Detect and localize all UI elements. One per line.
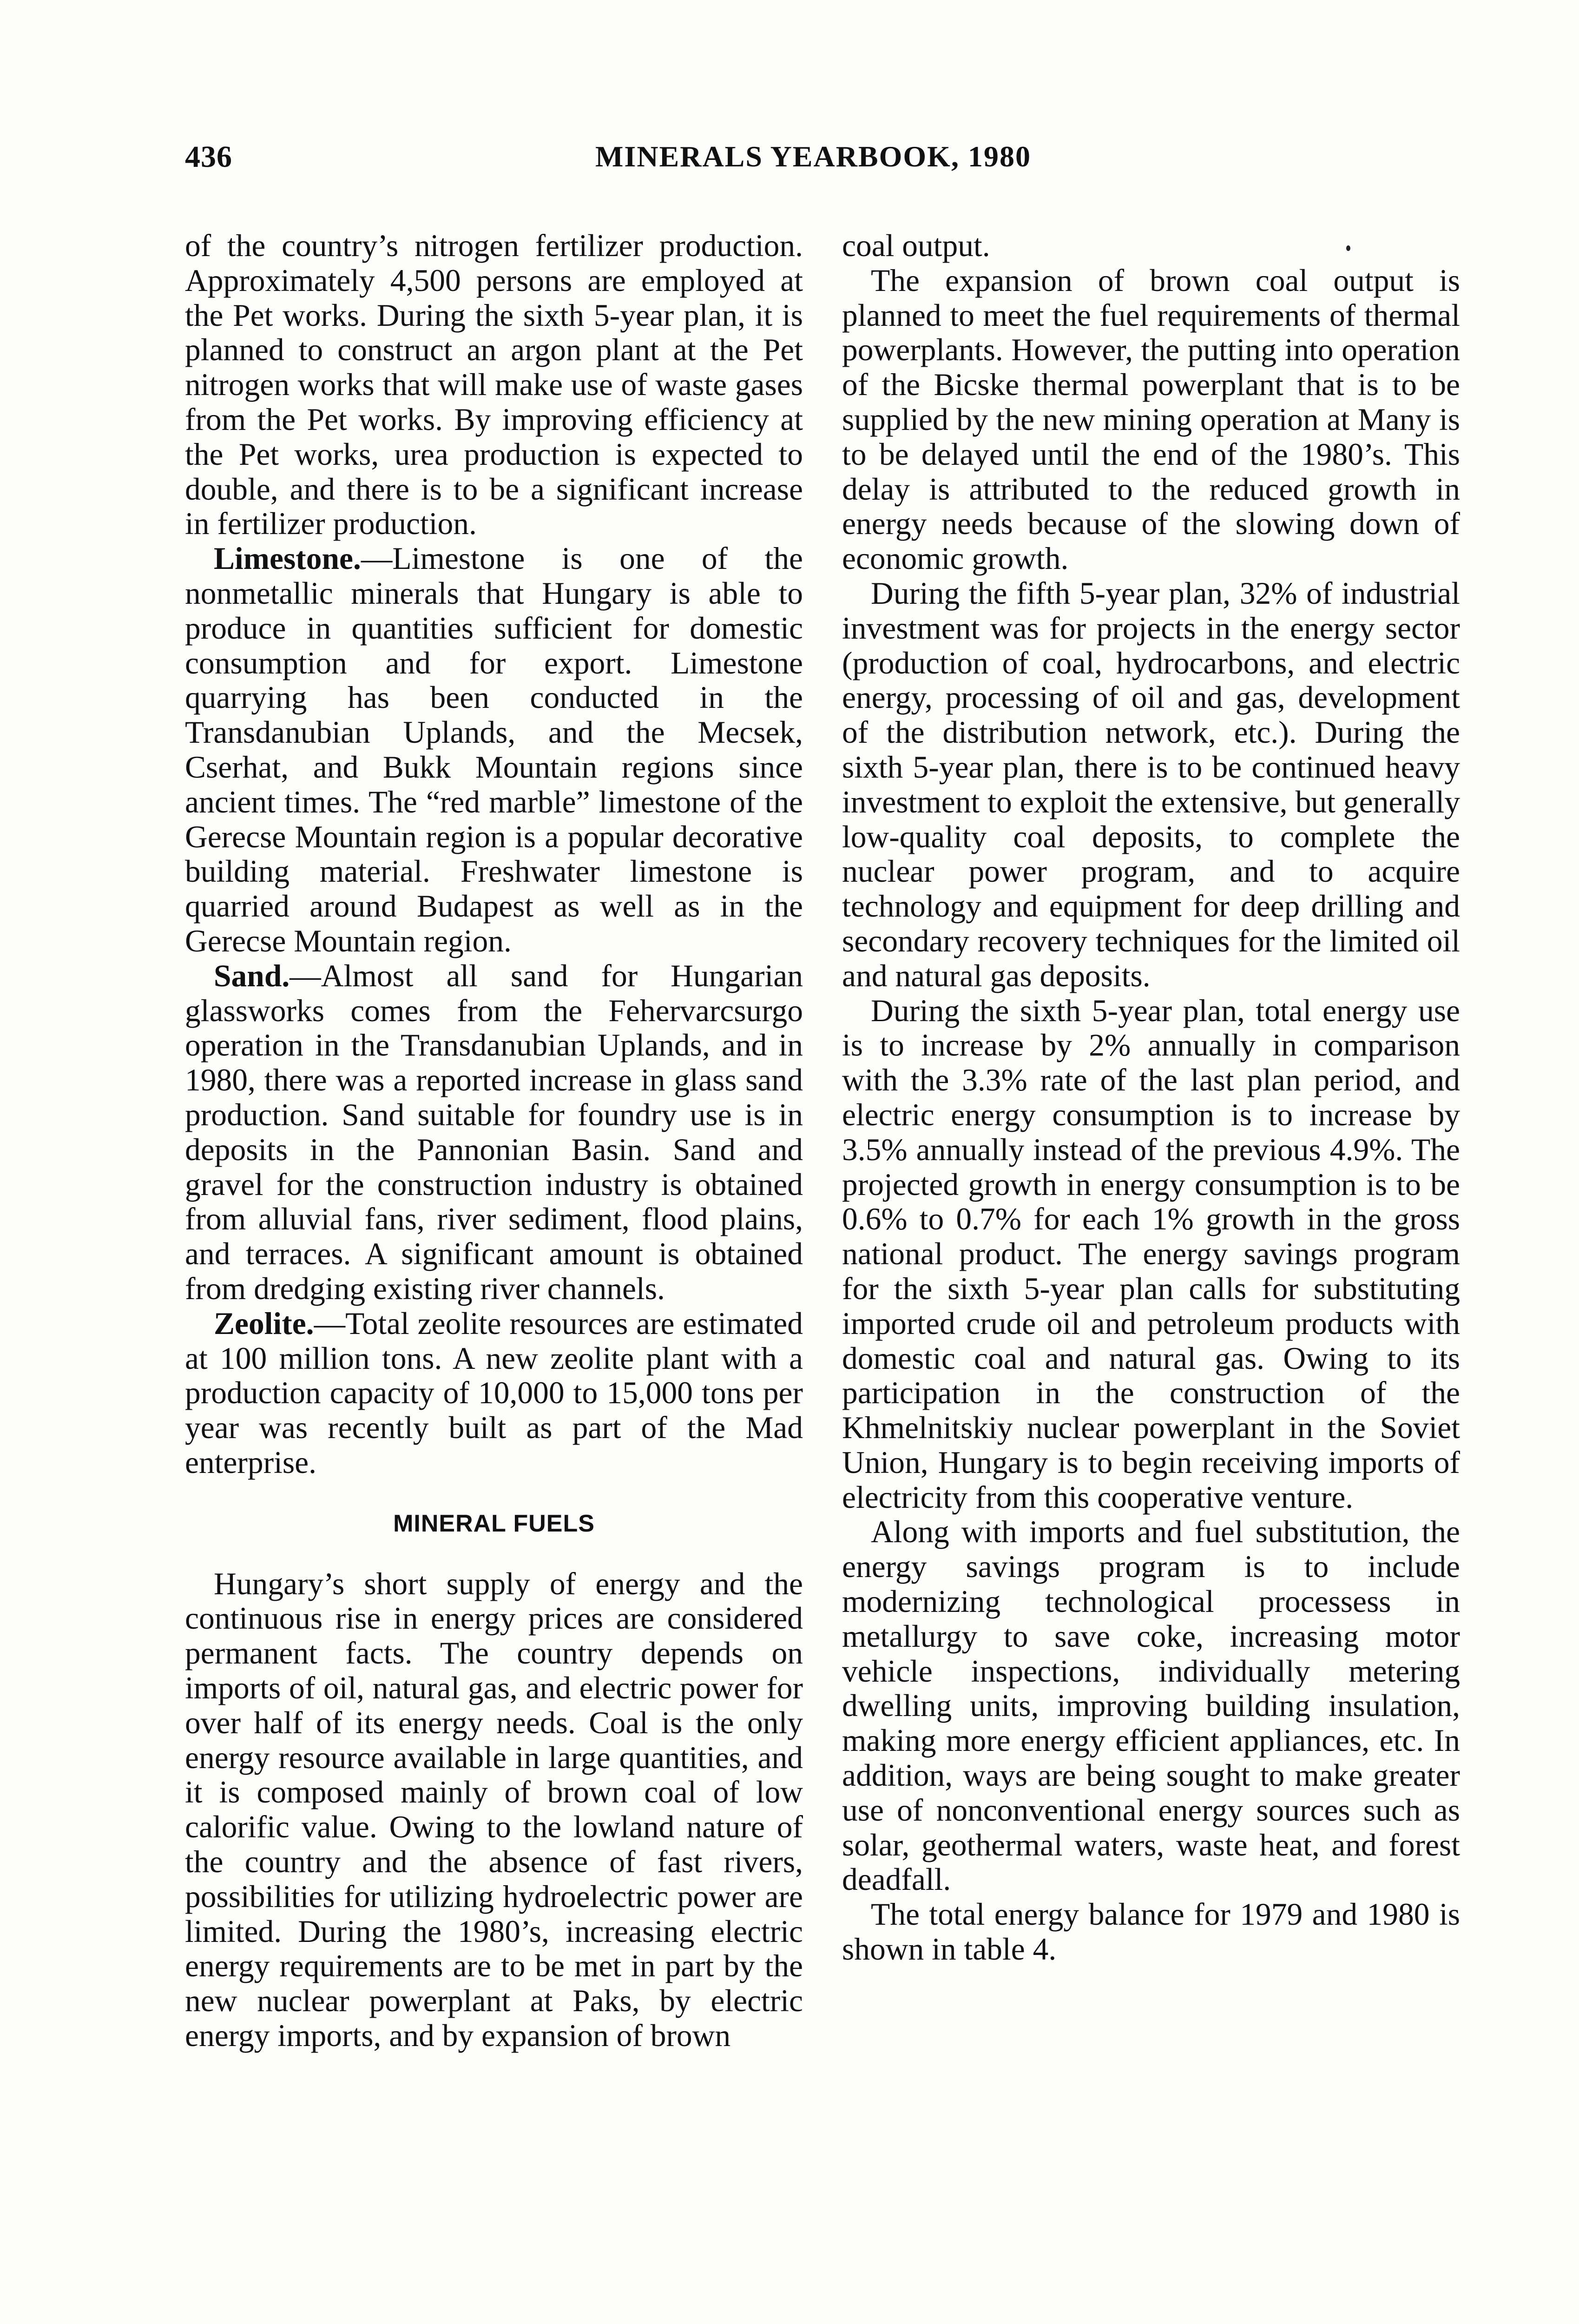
paragraph-coal-output: coal output. (842, 228, 990, 263)
left-column (185, 229, 803, 2053)
sand-text: —Almost all sand for Hungarian glassworks comes from the Fehervarcsurgo operation in the Transdanubian Uplands, and in 1980, there was a reported increase in glass sand production. Sand suitable for foundry use is in deposits in the Pannonian Basin. Sand and gravel for the construction industry is obtained from alluvial fans, river sediment, flood plains, and terraces. A significant amount is obtained from dredging existing river channels. (185, 958, 803, 1306)
paragraph-zeolite (185, 1307, 803, 1480)
limestone-heading: Limestone. (214, 541, 361, 576)
section-heading-mineral-fuels: MINERAL FUELS (393, 1510, 595, 1537)
print-speck (1346, 245, 1350, 251)
page-number: 436 (185, 140, 232, 174)
zeolite-heading: Zeolite. (214, 1306, 314, 1341)
paragraph-brown-coal: The expansion of brown coal output is planned to meet the fuel requirements of thermal powerplants. However, the putting into operation of the Bicske thermal powerplant that is to be supplied by the new mining operation at Many is to be delayed until the end of the 1980’s. This delay is attributed to the reduced growth in energy needs because of the slowing down of economic growth. (842, 263, 1460, 576)
right-column (842, 229, 1460, 1967)
running-title: MINERALS YEARBOOK, 1980 (595, 140, 1031, 173)
limestone-text: —Limestone is one of the nonmetallic minerals that Hungary is able to produce in quantities sufficient for domestic consumption and for export. Limestone quarrying has been conducted in the Transdanubian Uplands, and the Mecsek, Cserhat, and Bukk Mountain regions since ancient times. The “red marble” limestone of the Gerecse Mountain region is a popular decorative building material. Freshwater limestone is quarried around Budapest as well as in the Gerecse Mountain region. (185, 541, 803, 958)
paragraph-sixth-plan: During the sixth 5-year plan, total energy use is to increase by 2% annually in comparison with the 3.3% rate of the last plan period, and electric energy consumption is to increase by 3.5% annually instead of the previous 4.9%. The projected growth in energy consumption is to be 0.6% to 0.7% for each 1% growth in the gross national product. The energy savings program for the sixth 5-year plan calls for substituting imported crude oil and petroleum products with domestic coal and natural gas. Owing to its participation in the construction of the Khmelnitskiy nuclear powerplant in the Soviet Union, Hungary is to begin receiving imports of electricity from this cooperative venture. (842, 993, 1460, 1515)
zeolite-text: —Total zeolite resources are estimated at 100 million tons. A new zeolite plant with a production capacity of 10,000 to 15,000 tons per year was recently built as part of the Mad enterprise. (185, 1306, 803, 1480)
paragraph-sand (185, 959, 803, 1307)
paragraph-energy-supply: Hungary’s short supply of energy and the continuous rise in energy prices are considered permanent facts. The country depends on imports of oil, natural gas, and electric power for over half of its energy needs. Coal is the only energy resource available in large quantities, and it is composed mainly of brown coal of low calorific value. Owing to the lowland nature of the country and the absence of fast rivers, possibilities for utilizing hydroelectric power are limited. During the 1980’s, increasing electric energy requirements are to be met in part by the new nuclear powerplant at Paks, by electric energy imports, and by expansion of brown (185, 1566, 803, 2053)
paragraph-energy-savings: Along with imports and fuel substitution, the energy savings program is to include modernizing technological processess in metallurgy to save coke, increasing motor vehicle inspections, individually metering dwelling units, improving building insulation, making more energy efficient appliances, etc. In addition, ways are being sought to make greater use of nonconventional energy sources such as solar, geothermal waters, waste heat, and forest deadfall. (842, 1514, 1460, 1897)
paragraph-energy-balance: The total energy balance for 1979 and 1980 is shown in table 4. (842, 1897, 1460, 1967)
running-head (185, 139, 1472, 177)
paragraph-fifth-plan: During the fifth 5-year plan, 32% of industrial investment was for projects in the energy sector (production of coal, hydrocarbons, and electric energy, processing of oil and gas, development of the distribution network, etc.). During the sixth 5-year plan, there is to be continued heavy investment to exploit the extensive, but generally low-quality coal deposits, to complete the nuclear power program, and to acquire technology and equipment for deep drilling and secondary recovery techniques for the limited oil and natural gas deposits. (842, 575, 1460, 993)
paragraph-limestone (185, 541, 803, 959)
paragraph-fertilizer: of the country’s nitrogen fertilizer production. Approximately 4,500 persons are employed at the Pet works. During the sixth 5-year plan, it is planned to construct an argon plant at the Pet nitrogen works that will make use of waste gases from the Pet works. By improving efficiency at the Pet works, urea production is expected to double, and there is to be a significant increase in fertilizer production. (185, 228, 803, 541)
sand-heading: Sand. (214, 958, 290, 993)
